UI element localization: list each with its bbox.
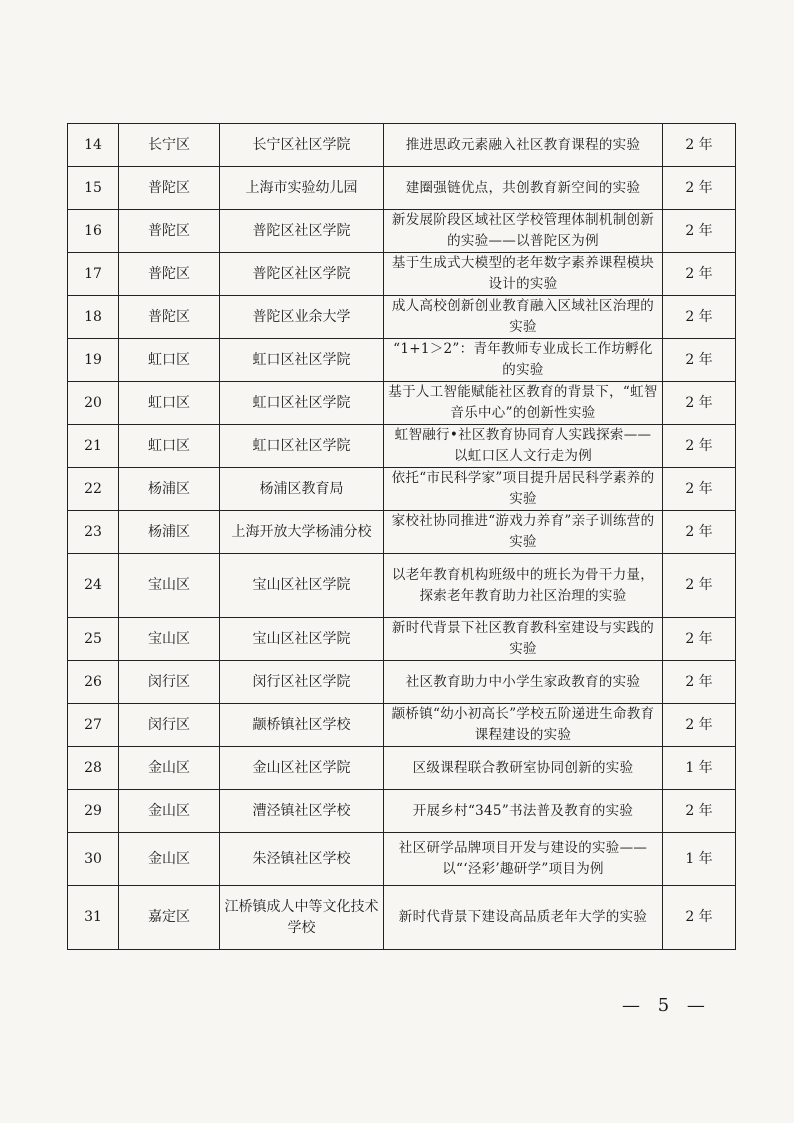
district-cell: 嘉定区 — [119, 886, 220, 950]
unit-cell: 朱泾镇社区学校 — [220, 833, 384, 886]
row-number: 24 — [68, 554, 119, 618]
row-number: 25 — [68, 618, 119, 661]
table-row — [68, 210, 736, 253]
period-cell: 2 年 — [663, 511, 736, 554]
unit-cell: 虹口区社区学院 — [220, 382, 384, 425]
row-number: 15 — [68, 167, 119, 210]
district-cell: 金山区 — [119, 790, 220, 833]
row-number: 18 — [68, 296, 119, 339]
row-number: 26 — [68, 661, 119, 704]
unit-cell: 杨浦区教育局 — [220, 468, 384, 511]
table-row — [68, 468, 736, 511]
period-cell: 2 年 — [663, 124, 736, 167]
topic-cell: 颛桥镇“幼小初高长”学校五阶递进生命教育课程建设的实验 — [384, 704, 663, 747]
topic-cell: 建圈强链优点，共创教育新空间的实验 — [384, 167, 663, 210]
unit-cell: 闵行区社区学院 — [220, 661, 384, 704]
table-row — [68, 886, 736, 950]
topic-cell: 区级课程联合教研室协同创新的实验 — [384, 747, 663, 790]
table-row — [68, 704, 736, 747]
row-number: 29 — [68, 790, 119, 833]
row-number: 30 — [68, 833, 119, 886]
table-row — [68, 167, 736, 210]
district-cell: 金山区 — [119, 833, 220, 886]
table-row — [68, 790, 736, 833]
period-cell: 2 年 — [663, 253, 736, 296]
period-cell: 2 年 — [663, 382, 736, 425]
district-cell: 虹口区 — [119, 425, 220, 468]
row-number: 27 — [68, 704, 119, 747]
topic-cell: 新时代背景下建设高品质老年大学的实验 — [384, 886, 663, 950]
district-cell: 杨浦区 — [119, 511, 220, 554]
unit-cell: 金山区社区学院 — [220, 747, 384, 790]
district-cell: 宝山区 — [119, 618, 220, 661]
topic-cell: 以老年教育机构班级中的班长为骨干力量，探索老年教育助力社区治理的实验 — [384, 554, 663, 618]
topic-cell: 新时代背景下社区教育教科室建设与实践的实验 — [384, 618, 663, 661]
table-row — [68, 425, 736, 468]
period-cell: 2 年 — [663, 886, 736, 950]
unit-cell: 宝山区社区学院 — [220, 618, 384, 661]
period-cell: 2 年 — [663, 210, 736, 253]
district-cell: 普陀区 — [119, 210, 220, 253]
row-number: 31 — [68, 886, 119, 950]
unit-cell: 颛桥镇社区学校 — [220, 704, 384, 747]
unit-cell: 虹口区社区学院 — [220, 339, 384, 382]
period-cell: 2 年 — [663, 661, 736, 704]
table-row — [68, 511, 736, 554]
row-number: 14 — [68, 124, 119, 167]
district-cell: 金山区 — [119, 747, 220, 790]
topic-cell: “1+1＞2”：青年教师专业成长工作坊孵化的实验 — [384, 339, 663, 382]
district-cell: 普陀区 — [119, 167, 220, 210]
table-row — [68, 124, 736, 167]
period-cell: 2 年 — [663, 554, 736, 618]
period-cell: 2 年 — [663, 704, 736, 747]
table-row — [68, 296, 736, 339]
topic-cell: 社区教育助力中小学生家政教育的实验 — [384, 661, 663, 704]
table-row — [68, 661, 736, 704]
unit-cell: 漕泾镇社区学校 — [220, 790, 384, 833]
district-cell: 虹口区 — [119, 382, 220, 425]
period-cell: 2 年 — [663, 468, 736, 511]
period-cell: 2 年 — [663, 790, 736, 833]
topic-cell: 新发展阶段区域社区学校管理体制机制创新的实验——以普陀区为例 — [384, 210, 663, 253]
period-cell: 2 年 — [663, 339, 736, 382]
topic-cell: 成人高校创新创业教育融入区域社区治理的实验 — [384, 296, 663, 339]
topic-cell: 社区研学品牌项目开发与建设的实验——以“‘泾彩’趣研学”项目为例 — [384, 833, 663, 886]
district-cell: 长宁区 — [119, 124, 220, 167]
period-cell: 2 年 — [663, 618, 736, 661]
row-number: 20 — [68, 382, 119, 425]
table-row — [68, 339, 736, 382]
unit-cell: 虹口区社区学院 — [220, 425, 384, 468]
district-cell: 虹口区 — [119, 339, 220, 382]
topic-cell: 基于人工智能赋能社区教育的背景下，“虹智音乐中心”的创新性实验 — [384, 382, 663, 425]
table-body — [68, 124, 736, 950]
district-cell: 杨浦区 — [119, 468, 220, 511]
row-number: 16 — [68, 210, 119, 253]
row-number: 23 — [68, 511, 119, 554]
row-number: 28 — [68, 747, 119, 790]
topic-cell: 依托“市民科学家”项目提升居民科学素养的实验 — [384, 468, 663, 511]
period-cell: 1 年 — [663, 747, 736, 790]
unit-cell: 江桥镇成人中等文化技术学校 — [220, 886, 384, 950]
period-cell: 2 年 — [663, 425, 736, 468]
row-number: 17 — [68, 253, 119, 296]
table-row — [68, 253, 736, 296]
topic-cell: 家校社协同推进“游戏力养育”亲子训练营的实验 — [384, 511, 663, 554]
table-row — [68, 833, 736, 886]
unit-cell: 长宁区社区学院 — [220, 124, 384, 167]
unit-cell: 上海市实验幼儿园 — [220, 167, 384, 210]
row-number: 21 — [68, 425, 119, 468]
page-number: — 5 — — [622, 995, 711, 1016]
topic-cell: 基于生成式大模型的老年数字素养课程模块设计的实验 — [384, 253, 663, 296]
table-row — [68, 747, 736, 790]
row-number: 22 — [68, 468, 119, 511]
project-table — [67, 123, 736, 950]
unit-cell: 上海开放大学杨浦分校 — [220, 511, 384, 554]
topic-cell: 开展乡村“345”书法普及教育的实验 — [384, 790, 663, 833]
topic-cell: 推进思政元素融入社区教育课程的实验 — [384, 124, 663, 167]
table-row — [68, 554, 736, 618]
unit-cell: 普陀区社区学院 — [220, 253, 384, 296]
district-cell: 闵行区 — [119, 661, 220, 704]
district-cell: 普陀区 — [119, 296, 220, 339]
district-cell: 宝山区 — [119, 554, 220, 618]
period-cell: 2 年 — [663, 296, 736, 339]
period-cell: 1 年 — [663, 833, 736, 886]
table-row — [68, 382, 736, 425]
topic-cell: 虹智融行•社区教育协同育人实践探索——以虹口区人文行走为例 — [384, 425, 663, 468]
row-number: 19 — [68, 339, 119, 382]
table-row — [68, 618, 736, 661]
unit-cell: 普陀区社区学院 — [220, 210, 384, 253]
district-cell: 闵行区 — [119, 704, 220, 747]
period-cell: 2 年 — [663, 167, 736, 210]
unit-cell: 宝山区社区学院 — [220, 554, 384, 618]
unit-cell: 普陀区业余大学 — [220, 296, 384, 339]
district-cell: 普陀区 — [119, 253, 220, 296]
